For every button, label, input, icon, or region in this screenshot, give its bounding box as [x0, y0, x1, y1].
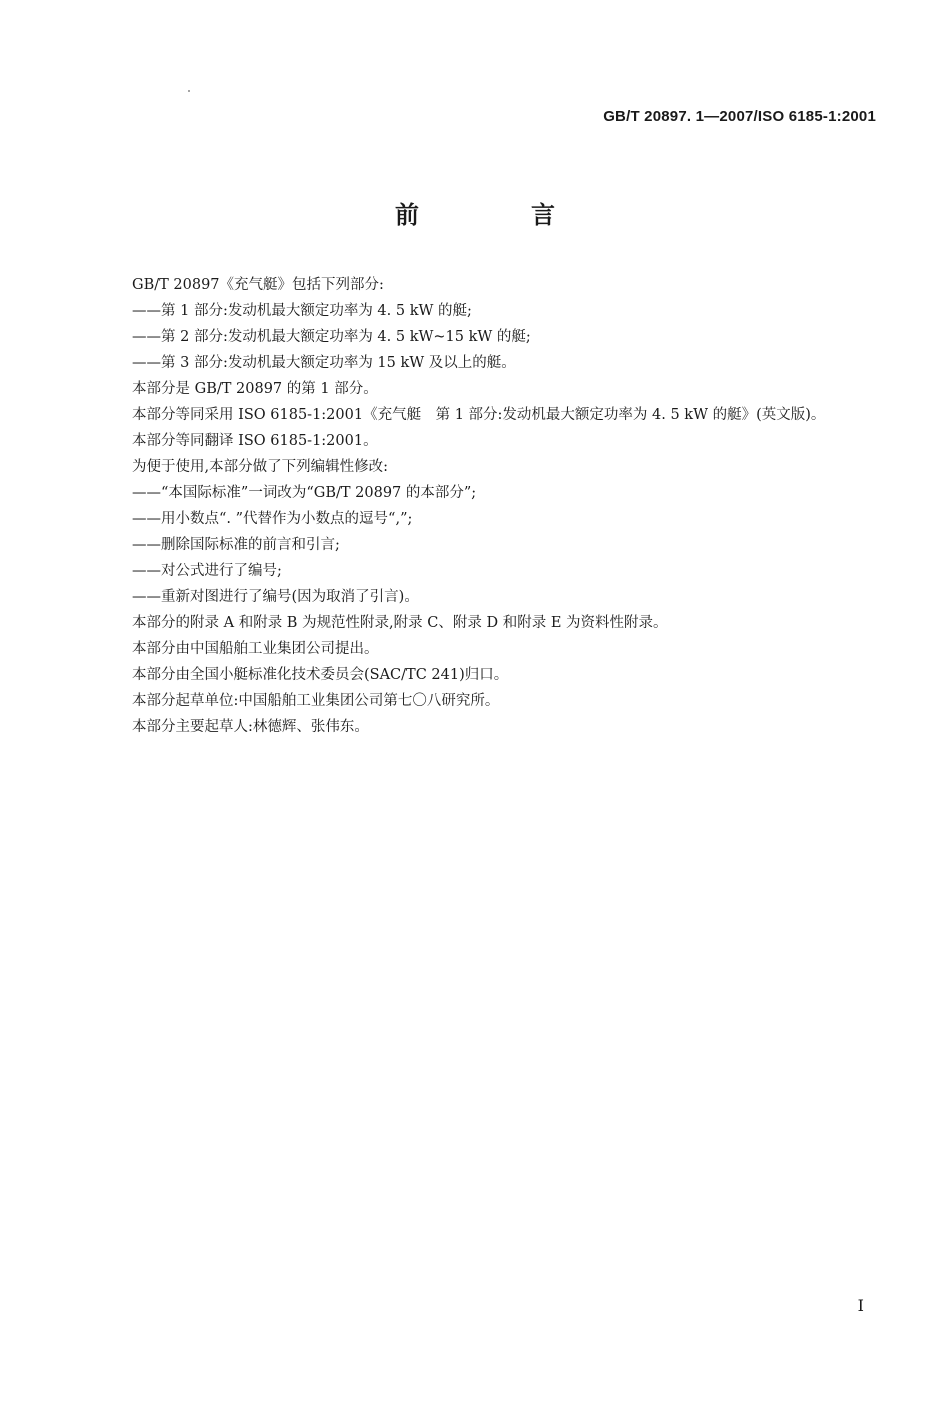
- standard-identifier: GB/T 20897. 1—2007/ISO 6185-1:2001: [603, 108, 876, 125]
- page-title: 前 言: [395, 201, 599, 229]
- list-item-part-1: ——第 1 部分:发动机最大额定功率为 4. 5 kW 的艇;: [132, 303, 472, 319]
- paragraph-annexes: 本部分的附录 A 和附录 B 为规范性附录,附录 C、附录 D 和附录 E 为资料性附录。: [132, 615, 668, 631]
- paragraph-proposed-by: 本部分由中国船舶工业集团公司提出。: [132, 641, 379, 657]
- list-item-edit-5: ——重新对图进行了编号(因为取消了引言)。: [132, 589, 419, 605]
- paragraph-parts-intro: GB/T 20897《充气艇》包括下列部分:: [132, 277, 384, 293]
- foreword-body: [86, 272, 886, 740]
- list-item-edit-2: ——用小数点“. ”代替作为小数点的逗号“,”;: [132, 511, 413, 527]
- scan-speck: [188, 90, 190, 92]
- list-item-edit-4: ——对公式进行了编号;: [132, 563, 282, 579]
- paragraph-drafting-unit: 本部分起草单位:中国船舶工业集团公司第七〇八研究所。: [132, 693, 500, 709]
- paragraph-translation: 本部分等同翻译 ISO 6185-1:2001。: [132, 433, 378, 449]
- paragraph-adoption: 本部分等同采用 ISO 6185-1:2001《充气艇 第 1 部分:发动机最大额定功率为 4. 5 kW 的艇》(英文版)。: [132, 407, 826, 423]
- paragraph-edits-intro: 为便于使用,本部分做了下列编辑性修改:: [132, 459, 388, 475]
- list-item-part-2: ——第 2 部分:发动机最大额定功率为 4. 5 kW~15 kW 的艇;: [132, 329, 531, 345]
- page-number: I: [857, 1296, 864, 1315]
- paragraph-part-statement: 本部分是 GB/T 20897 的第 1 部分。: [132, 381, 378, 397]
- list-item-part-3: ——第 3 部分:发动机最大额定功率为 15 kW 及以上的艇。: [132, 355, 516, 371]
- list-item-edit-1: ——“本国际标准”一词改为“GB/T 20897 的本部分”;: [132, 485, 477, 501]
- paragraph-centralized-by: 本部分由全国小艇标准化技术委员会(SAC/TC 241)归口。: [132, 667, 509, 683]
- paragraph-drafters: 本部分主要起草人:林德辉、张伟东。: [132, 719, 369, 735]
- list-item-edit-3: ——删除国际标准的前言和引言;: [132, 537, 340, 553]
